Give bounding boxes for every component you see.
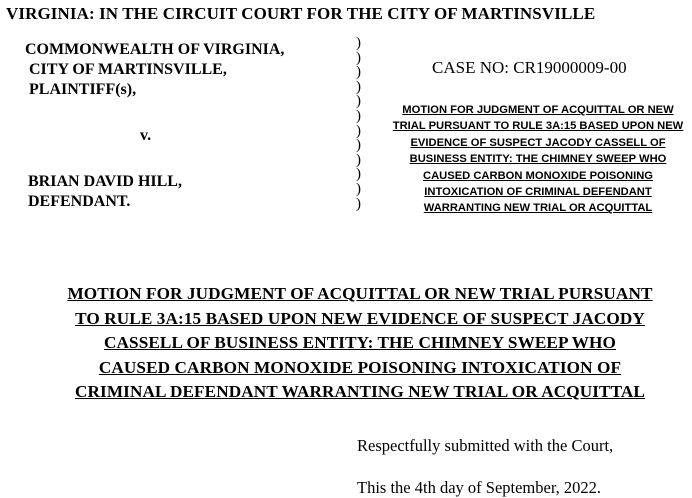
motion-title-line: CAUSED CARBON MONOXIDE POISONING INTOXICATION OF bbox=[98, 357, 622, 377]
caption-motion-title: MOTION FOR JUDGMENT OF ACQUITTAL OR NEW TRIAL PURSUANT TO RULE 3A:15 BASED UPON NEW EVIDENCE OF SUSPECT JACODY CASSELL OF BUSINESS ENTITY: THE CHIMNEY SWEEP WHO CAUSED CARBON MONOXIDE POISONING INTOXICATION OF CRIMINAL DEFENDANT WARRANTING NEW TRIAL OR ACQUITTAL bbox=[392, 104, 684, 215]
plaintiff-label: PLAINTIFF(s), bbox=[29, 81, 137, 98]
defendant-label: DEFENDANT. bbox=[28, 193, 131, 210]
versus-label: v. bbox=[140, 127, 152, 144]
motion-title-line: CRIMINAL DEFENDANT WARRANTING NEW TRIAL OR ACQUITTAL bbox=[75, 382, 645, 401]
case-number: CASE NO: CR19000009-00 bbox=[432, 58, 627, 77]
caption-separator: ) ) ) ) ) ) ) ) ) ) ) ) bbox=[356, 35, 361, 212]
motion-title-line: TO RULE 3A:15 BASED UPON NEW EVIDENCE OF SUSPECT JACODY bbox=[75, 308, 645, 328]
motion-title-line: CASSELL OF BUSINESS ENTITY: THE CHIMNEY SWEEP WHO bbox=[104, 333, 616, 352]
closing-submitted: Respectfully submitted with the Court, bbox=[357, 436, 614, 455]
court-header: VIRGINIA: IN THE CIRCUIT COURT FOR THE CITY OF MARTINSVILLE bbox=[6, 4, 596, 23]
closing-date: This the 4th day of September, 2022. bbox=[357, 478, 602, 497]
plaintiff-name-line2: CITY OF MARTINSVILLE, bbox=[29, 61, 227, 78]
motion-title-line: MOTION FOR JUDGMENT OF ACQUITTAL OR NEW TRIAL PURSUANT bbox=[67, 284, 653, 303]
motion-title bbox=[30, 282, 690, 405]
plaintiff-name-line1: COMMONWEALTH OF VIRGINIA, bbox=[25, 41, 285, 58]
defendant-name: BRIAN DAVID HILL, bbox=[28, 173, 182, 190]
